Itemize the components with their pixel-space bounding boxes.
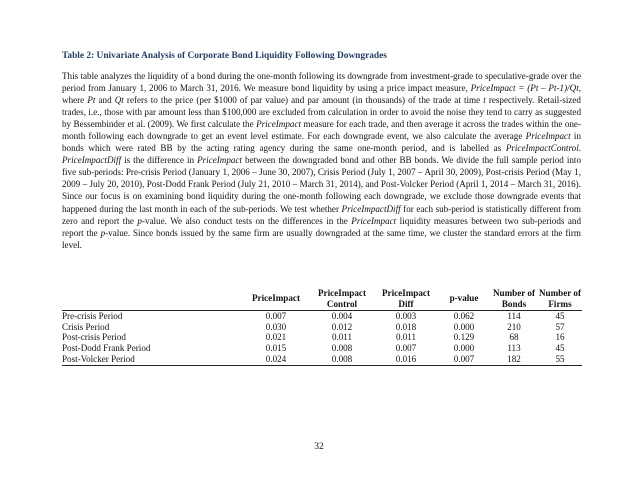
cell-priceimpact-control: 0.008	[310, 354, 374, 366]
caption-text: in bonds which were rated BB by the acting rating agency during the same one-month period, and is labelled as	[62, 131, 581, 154]
cell-priceimpact-control: 0.008	[331, 342, 353, 353]
header-period	[62, 288, 242, 311]
caption-text: respectively. Retail-sized trades, i.e., those with par amount less than $100,000 are excluded from calculation in order to avoid the noise they tend to carry as suggested by Bessembinder et al. (2009). We first calculate the	[62, 95, 581, 130]
caption-term: p	[100, 227, 106, 238]
header-number-of-firms: Number of Firms	[538, 288, 582, 311]
cell-p-value: 0.000	[453, 342, 475, 353]
caption-formula: (Pt – Pt-1)/Qt	[527, 83, 579, 94]
cell-number-of-bonds: 182	[490, 354, 538, 366]
results-table	[62, 288, 582, 366]
header-number-of-bonds: Number of Bonds	[490, 288, 538, 311]
caption-text: measure for each trade, and then average it across the trades within the one-month following each downgrade to get an event level estimate. For each downgrade event, we also calculate the average	[62, 119, 581, 142]
header-p-value: p-value	[438, 288, 490, 311]
cell-number-of-firms: 55	[538, 354, 582, 366]
caption-text: for each sub-period is statistically different from zero and report the	[62, 203, 581, 226]
cell-period: Post-Dodd Frank Period	[62, 342, 151, 353]
cell-priceimpact-diff: 0.016	[374, 354, 438, 366]
cell-number-of-firms: 57	[555, 321, 565, 332]
cell-number-of-bonds: 113	[507, 342, 521, 353]
cell-priceimpact-control: 0.012	[331, 321, 353, 332]
caption-term: PriceImpactDiff	[62, 155, 122, 166]
cell-period: Crisis Period	[62, 321, 110, 332]
cell-number-of-bonds: 210	[507, 321, 521, 332]
cell-p-value: 0.062	[453, 311, 475, 322]
caption-text: liquidity measures between two sub-periods and report the	[62, 215, 582, 238]
caption-term: PriceImpact	[256, 119, 302, 130]
caption-text: This table analyzes the liquidity of a bond during the one-month following its downgrade from investment-grade to speculative-grade over the period from January 1, 2006 to March 31, 2016. We measure bond liquidity by using a price impact measure,	[62, 71, 581, 94]
cell-p-value: 0.129	[453, 332, 475, 343]
table-title: Table 2: Univariate Analysis of Corporate Bond Liquidity Following Downgrades	[62, 51, 387, 61]
caption-term: p	[137, 215, 142, 226]
caption-term: PriceImpactDiff	[341, 203, 401, 214]
caption-term: PriceImpact	[351, 215, 397, 226]
header-priceimpact: PriceImpact	[242, 288, 310, 311]
cell-priceimpact-control: 0.004	[331, 311, 353, 322]
cell-number-of-firms: 45	[555, 342, 565, 353]
table-row	[62, 343, 582, 354]
caption-term: Qt	[114, 95, 124, 106]
table-row	[62, 332, 582, 343]
caption-term: PriceImpactControl	[505, 143, 579, 154]
table-row	[62, 354, 582, 366]
caption-text: .	[578, 143, 581, 154]
cell-priceimpact: 0.021	[265, 332, 287, 343]
cell-period: Post-Volcker Period	[62, 354, 242, 366]
cell-number-of-bonds: 68	[509, 332, 519, 343]
caption-term: Pt	[87, 95, 96, 106]
cell-p-value: 0.000	[453, 321, 475, 332]
caption-term: PriceImpact =	[470, 83, 528, 94]
caption-term: t	[483, 95, 486, 106]
table-header-row	[62, 288, 582, 311]
cell-priceimpact: 0.030	[265, 321, 287, 332]
caption-text: -value. Since bonds issued by the same firm are usually downgraded at the same time, we cluster the standard errors at the firm level.	[62, 227, 581, 250]
caption-term: PriceImpact	[197, 155, 243, 166]
cell-priceimpact: 0.015	[265, 342, 287, 353]
cell-p-value: 0.007	[438, 354, 490, 366]
caption-text: refers to the price (per $1000 of par value) and par amount (in thousands) of the trade at time	[123, 95, 484, 106]
table-caption	[62, 70, 581, 251]
cell-priceimpact-diff: 0.003	[395, 311, 417, 322]
cell-period: Pre-crisis Period	[62, 311, 123, 322]
cell-priceimpact-diff: 0.018	[395, 321, 417, 332]
caption-term: PriceImpact	[525, 131, 571, 142]
cell-period: Post-crisis Period	[62, 332, 126, 343]
page-number: 32	[314, 442, 324, 452]
header-priceimpact-control: PriceImpact Control	[310, 288, 374, 311]
caption-text: is the difference in	[121, 155, 198, 166]
cell-priceimpact: 0.024	[242, 354, 310, 366]
caption-text: -value. We also conduct tests on the differences in the	[141, 215, 352, 226]
cell-number-of-bonds: 114	[507, 311, 521, 322]
caption-text: between the downgraded bond and other BB bonds. We divide the full sample period into five sub-periods: Pre-crisis Period (January 1, 2006 – June 30, 2007), Crisis Period (July 1, 2007 – April 30, 2009), Post-crisis Period (May 1, 2009 – July 20, 2010), Post-Dodd Frank Period (July 21, 2010 – March 31, 2014), and Post-Volcker Period (April 1, 2014 – March 31, 2016). Since our focus is on examining bond liquidity during the one-month following each downgrade, we exclude those downgrade events that happened during the last month in each of the sub-periods. We test whether	[62, 155, 581, 214]
header-priceimpact-diff: PriceImpact Diff	[374, 288, 438, 311]
cell-priceimpact: 0.007	[265, 311, 287, 322]
caption-text: , where	[62, 83, 581, 106]
cell-priceimpact-diff: 0.011	[395, 332, 417, 343]
cell-number-of-firms: 16	[555, 332, 565, 343]
table-row	[62, 311, 582, 322]
cell-priceimpact-diff: 0.007	[395, 342, 417, 353]
caption-text: and	[95, 95, 115, 106]
table-row	[62, 322, 582, 333]
cell-priceimpact-control: 0.011	[331, 332, 353, 343]
cell-number-of-firms: 45	[555, 311, 565, 322]
